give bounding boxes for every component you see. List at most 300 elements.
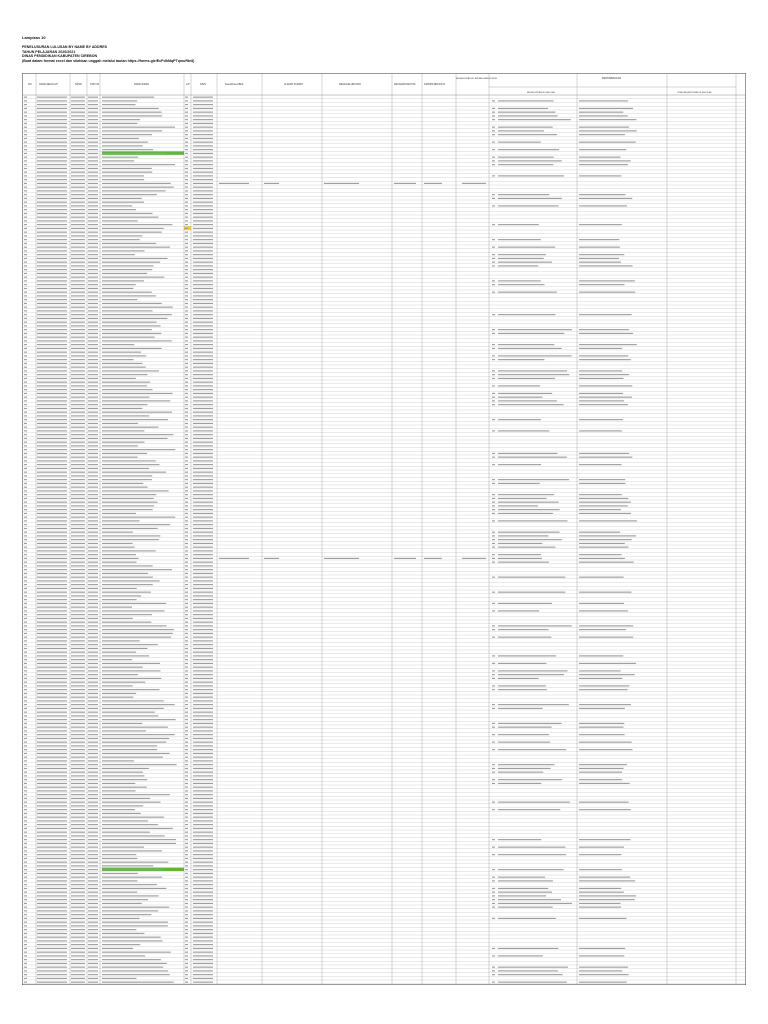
status-text <box>88 198 98 199</box>
row-number-text <box>24 288 27 289</box>
row-number-text <box>24 554 27 555</box>
npsn-text <box>71 895 85 896</box>
status-text <box>88 730 98 731</box>
student-name-text <box>102 494 156 495</box>
school-name-text <box>37 637 67 638</box>
npsn-text <box>71 614 85 615</box>
npsn-text <box>71 127 85 128</box>
row-number-text <box>24 569 27 570</box>
school-name-text <box>37 284 67 285</box>
school-name-text <box>37 434 67 435</box>
nisn-text <box>193 363 213 364</box>
student-name-text <box>102 235 142 236</box>
nisn-text <box>193 577 213 578</box>
student-name-text <box>102 543 133 544</box>
row-number-text <box>24 625 27 626</box>
school-choice-text <box>498 637 551 638</box>
school-name-text <box>37 982 67 983</box>
status-text <box>88 325 98 326</box>
gender-text <box>185 367 188 368</box>
nisn-text <box>193 389 213 390</box>
gender-text <box>185 700 188 701</box>
student-name-text <box>102 374 147 375</box>
col-no-header: NO <box>28 83 32 86</box>
row-number-text <box>24 558 27 559</box>
student-name-text <box>102 933 144 934</box>
row-number-text <box>24 468 27 469</box>
school-name-text <box>37 629 67 630</box>
school-name-text <box>37 187 67 188</box>
gender-text <box>185 179 188 180</box>
nisn-text <box>193 727 213 728</box>
consideration-text <box>579 918 626 919</box>
consideration-text <box>579 678 622 679</box>
row-number-text <box>24 974 27 975</box>
gender-text <box>185 160 188 161</box>
student-name-text <box>102 828 173 829</box>
row-number-text <box>24 944 27 945</box>
school-name-text <box>37 554 67 555</box>
row-number-text <box>24 472 27 473</box>
school-choice-text <box>498 134 557 135</box>
status-text <box>88 873 98 874</box>
gender-text <box>185 119 188 120</box>
nisn-text <box>193 273 213 274</box>
gender-text <box>185 419 188 420</box>
status-text <box>88 187 98 188</box>
school-choice-text <box>498 685 546 686</box>
npsn-text <box>71 790 85 791</box>
gender-text <box>185 982 188 983</box>
npsn-text <box>71 532 85 533</box>
npsn-text <box>71 697 85 698</box>
school-name-text <box>37 370 67 371</box>
gender-text <box>185 753 188 754</box>
status-text <box>88 539 98 540</box>
consideration-text <box>579 404 628 405</box>
status-text <box>88 753 98 754</box>
student-name-text <box>102 940 162 941</box>
school-choice-text <box>498 655 556 656</box>
school-choice-text <box>498 348 562 349</box>
school-name-text <box>37 134 67 135</box>
school-name-text <box>37 415 67 416</box>
status-text <box>88 764 98 765</box>
npsn-text <box>71 982 85 983</box>
nisn-text <box>193 419 213 420</box>
school-name-text <box>37 820 67 821</box>
school-name-text <box>37 359 67 360</box>
continue-flag-text <box>492 768 495 769</box>
continue-flag-text <box>492 142 495 143</box>
student-name-text <box>102 412 172 413</box>
nisn-text <box>193 457 213 458</box>
nisn-text <box>193 329 213 330</box>
row-number-text <box>24 509 27 510</box>
npsn-text <box>71 475 85 476</box>
school-name-text <box>37 772 67 773</box>
npsn-text <box>71 757 85 758</box>
school-choice-text <box>498 280 541 281</box>
gender-text <box>185 524 188 525</box>
npsn-text <box>71 948 85 949</box>
npsn-text <box>71 952 85 953</box>
student-name-text <box>102 963 167 964</box>
row-number-text <box>24 498 27 499</box>
school-choice-text <box>498 164 553 165</box>
student-name-text <box>102 892 137 893</box>
school-name-text <box>37 232 67 233</box>
status-text <box>88 445 98 446</box>
nisn-text <box>193 535 213 536</box>
gender-text <box>185 209 188 210</box>
npsn-text <box>71 168 85 169</box>
gender-text <box>185 652 188 653</box>
school-choice-text <box>498 198 562 199</box>
school-name-text <box>37 584 67 585</box>
student-name-text <box>102 922 168 923</box>
school-choice-text <box>498 847 566 848</box>
npsn-text <box>71 723 85 724</box>
student-name-text <box>102 299 137 300</box>
nisn-text <box>193 892 213 893</box>
npsn-text <box>71 142 85 143</box>
continue-flag-text <box>492 982 495 983</box>
status-text <box>88 247 98 248</box>
nisn-text <box>193 663 213 664</box>
nisn-text <box>193 599 213 600</box>
gender-text <box>185 715 188 716</box>
status-text <box>88 918 98 919</box>
row-number-text <box>24 183 27 184</box>
row-number-text <box>24 862 27 863</box>
school-name-text <box>37 565 67 566</box>
student-name-text <box>102 318 167 319</box>
nisn-text <box>193 839 213 840</box>
status-text <box>88 498 98 499</box>
status-text <box>88 959 98 960</box>
student-name-text <box>102 400 170 401</box>
student-name-text <box>102 700 164 701</box>
gender-text <box>185 187 188 188</box>
row-number-text <box>24 295 27 296</box>
school-name-text <box>37 209 67 210</box>
gender-text <box>185 224 188 225</box>
consideration-text <box>579 385 632 386</box>
school-choice-text <box>498 385 540 386</box>
nisn-text <box>193 355 213 356</box>
continue-flag-text <box>492 115 495 116</box>
nisn-text <box>193 708 213 709</box>
row-number-text <box>24 685 27 686</box>
status-text <box>88 363 98 364</box>
row-number-text <box>24 479 27 480</box>
nisn-text <box>193 805 213 806</box>
student-name-text <box>102 423 138 424</box>
nisn-text <box>193 142 213 143</box>
school-choice-text <box>498 393 552 394</box>
student-name-text <box>102 385 147 386</box>
npsn-text <box>71 438 85 439</box>
school-name-text <box>37 854 67 855</box>
row-number-text <box>24 633 27 634</box>
row-number-text <box>24 637 27 638</box>
student-name-text <box>102 202 144 203</box>
school-name-text <box>37 828 67 829</box>
nisn-text <box>193 254 213 255</box>
npsn-text <box>71 325 85 326</box>
student-name-text <box>102 130 162 131</box>
status-text <box>88 288 98 289</box>
gender-text <box>185 787 188 788</box>
gender-text <box>185 397 188 398</box>
npsn-text <box>71 517 85 518</box>
gender-text <box>185 265 188 266</box>
continue-flag-text <box>492 205 495 206</box>
school-choice-text <box>498 899 561 900</box>
school-name-text <box>37 172 67 173</box>
nisn-text <box>193 918 213 919</box>
gender-text <box>185 280 188 281</box>
student-name-text <box>102 160 134 161</box>
continue-flag-text <box>492 292 495 293</box>
nisn-text <box>193 539 213 540</box>
consideration-text <box>579 610 628 611</box>
npsn-text <box>71 873 85 874</box>
student-name-text <box>102 258 168 259</box>
status-text <box>88 967 98 968</box>
status-text <box>88 104 98 105</box>
row-number-text <box>24 123 27 124</box>
npsn-text <box>71 884 85 885</box>
gender-text <box>185 633 188 634</box>
school-name-text <box>37 247 67 248</box>
status-text <box>88 430 98 431</box>
npsn-text <box>71 112 85 113</box>
npsn-text <box>71 922 85 923</box>
npsn-text <box>71 97 85 98</box>
student-name-text <box>102 243 156 244</box>
continue-flag-text <box>492 494 495 495</box>
npsn-text <box>71 224 85 225</box>
npsn-text <box>71 648 85 649</box>
nisn-text <box>193 584 213 585</box>
row-number-text <box>24 880 27 881</box>
row-number-text <box>24 273 27 274</box>
row-number-text <box>24 580 27 581</box>
nisn-text <box>193 802 213 803</box>
status-text <box>88 790 98 791</box>
npsn-text <box>71 374 85 375</box>
school-name-text <box>37 569 67 570</box>
consideration-text <box>579 742 632 743</box>
continue-flag-text <box>492 809 495 810</box>
gender-text <box>185 205 188 206</box>
status-text <box>88 655 98 656</box>
status-text <box>88 359 98 360</box>
row-number-text <box>24 588 27 589</box>
student-name-text <box>102 862 168 863</box>
student-name-text <box>102 907 169 908</box>
gender-text <box>185 273 188 274</box>
gender-text <box>185 663 188 664</box>
row-number-text <box>24 415 27 416</box>
npsn-text <box>71 820 85 821</box>
status-text <box>88 944 98 945</box>
consideration-text <box>579 157 621 158</box>
school-name-text <box>37 903 67 904</box>
student-name-text <box>102 757 163 758</box>
row-number-text <box>24 697 27 698</box>
row-number-text <box>24 239 27 240</box>
school-name-text <box>37 914 67 915</box>
school-name-text <box>37 179 67 180</box>
row-number-text <box>24 303 27 304</box>
student-name-text <box>102 877 162 878</box>
npsn-text <box>71 652 85 653</box>
gender-text <box>185 625 188 626</box>
status-text <box>88 678 98 679</box>
row-number-text <box>24 483 27 484</box>
continue-flag-text <box>492 112 495 113</box>
row-number-text <box>24 629 27 630</box>
gender-text <box>185 955 188 956</box>
nisn-text <box>193 250 213 251</box>
npsn-text <box>71 622 85 623</box>
school-name-text <box>37 715 67 716</box>
student-name-text <box>102 670 161 671</box>
school-choice-text <box>498 479 569 480</box>
consideration-text <box>579 262 621 263</box>
status-text <box>88 112 98 113</box>
school-choice-text <box>498 903 572 904</box>
row-number-text <box>24 172 27 173</box>
student-name-text <box>102 115 162 116</box>
npsn-text <box>71 419 85 420</box>
row-number-text <box>24 228 27 229</box>
student-name-text <box>102 453 147 454</box>
school-choice-text <box>498 142 541 143</box>
gender-text <box>185 408 188 409</box>
row-number-text <box>24 445 27 446</box>
gender-text <box>185 963 188 964</box>
gender-text <box>185 509 188 510</box>
status-text <box>88 464 98 465</box>
status-text <box>88 712 98 713</box>
student-name-text <box>102 329 152 330</box>
nisn-text <box>193 239 213 240</box>
school-name-text <box>37 850 67 851</box>
continue-flag-text <box>492 535 495 536</box>
status-text <box>88 925 98 926</box>
student-name-text <box>102 749 157 750</box>
npsn-text <box>71 524 85 525</box>
nisn-text <box>193 933 213 934</box>
student-name-text <box>102 104 136 105</box>
student-name-text <box>102 637 171 638</box>
school-name-text <box>37 944 67 945</box>
nisn-text <box>193 573 213 574</box>
gender-text <box>185 457 188 458</box>
gender-text <box>185 854 188 855</box>
school-name-text <box>37 925 67 926</box>
nisn-text <box>193 198 213 199</box>
gender-text <box>185 802 188 803</box>
gender-text <box>185 873 188 874</box>
status-text <box>88 164 98 165</box>
student-name-text <box>102 772 143 773</box>
school-name-text <box>37 239 67 240</box>
row-number-text <box>24 348 27 349</box>
gender-text <box>185 318 188 319</box>
continue-flag-text <box>492 674 495 675</box>
continue-flag-text <box>492 400 495 401</box>
npsn-text <box>71 858 85 859</box>
consideration-text <box>579 603 624 604</box>
gender-text <box>185 933 188 934</box>
school-name-text <box>37 952 67 953</box>
gender-text <box>185 944 188 945</box>
student-name-text <box>102 280 144 281</box>
school-name-text <box>37 494 67 495</box>
school-choice-text <box>498 483 540 484</box>
row-number-text <box>24 678 27 679</box>
npsn-text <box>71 817 85 818</box>
school-name-text <box>37 794 67 795</box>
continue-flag-text <box>492 404 495 405</box>
continue-flag-text <box>492 419 495 420</box>
status-text <box>88 805 98 806</box>
school-name-text <box>37 502 67 503</box>
school-name-text <box>37 577 67 578</box>
school-name-text <box>37 547 67 548</box>
continue-flag-text <box>492 903 495 904</box>
row-number-text <box>24 910 27 911</box>
school-choice-text <box>498 333 564 334</box>
status-text <box>88 442 98 443</box>
npsn-text <box>71 157 85 158</box>
npsn-text <box>71 457 85 458</box>
col-consideration-sub1: MELANJUTKAN KE SEKOLAH <box>527 92 555 94</box>
school-name-text <box>37 224 67 225</box>
student-name-text <box>102 832 150 833</box>
status-text <box>88 378 98 379</box>
col-consideration-sub2: TIDAK MELANJUTKAN KE SEKOLAH <box>677 92 712 94</box>
gender-text <box>185 712 188 713</box>
gender-text <box>185 880 188 881</box>
npsn-text <box>71 190 85 191</box>
nisn-text <box>193 749 213 750</box>
gender-text <box>185 648 188 649</box>
student-name-text <box>102 865 153 866</box>
row-number-text <box>24 768 27 769</box>
npsn-text <box>71 363 85 364</box>
consideration-text <box>579 164 628 165</box>
nisn-text <box>193 307 213 308</box>
school-name-text <box>37 783 67 784</box>
row-number-text <box>24 779 27 780</box>
npsn-text <box>71 607 85 608</box>
nisn-text <box>193 235 213 236</box>
npsn-text <box>71 914 85 915</box>
row-number-text <box>24 453 27 454</box>
school-name-text <box>37 753 67 754</box>
row-number-text <box>24 423 27 424</box>
nisn-text <box>193 202 213 203</box>
npsn-text <box>71 974 85 975</box>
consideration-text <box>579 970 622 971</box>
status-text <box>88 355 98 356</box>
